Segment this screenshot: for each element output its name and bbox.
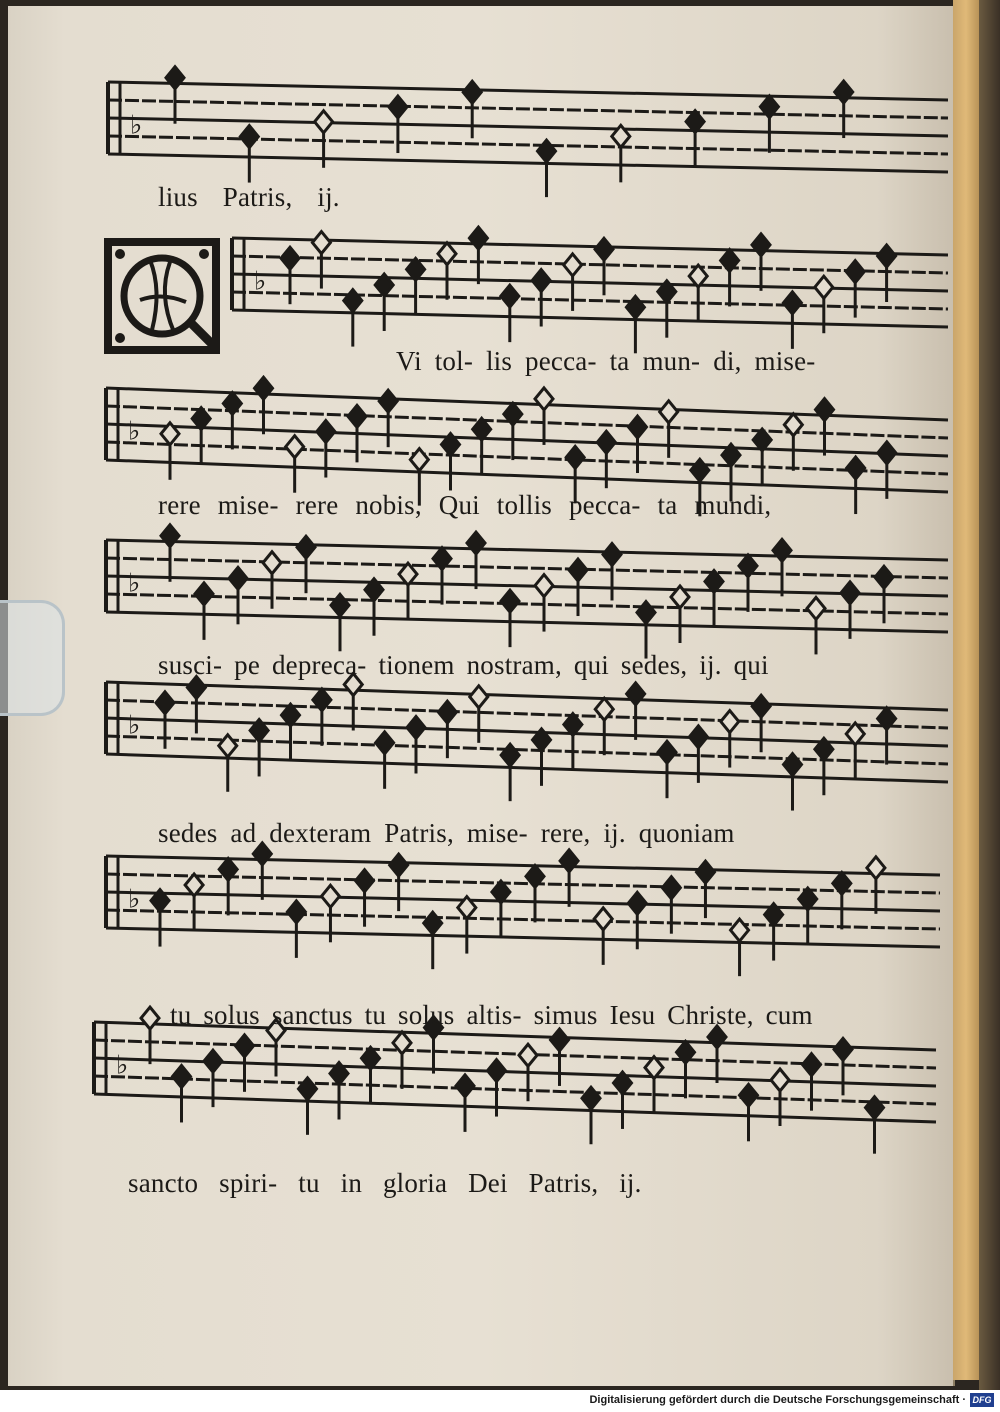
svg-text:♭: ♭ — [128, 710, 141, 741]
svg-text:♭: ♭ — [128, 416, 141, 447]
svg-text:♭: ♭ — [254, 266, 267, 297]
footer-bar — [0, 1390, 1000, 1412]
svg-text:♭: ♭ — [128, 884, 141, 915]
lyric-line-6: tu solus sanctus tu solus altis- simus Iesu Christe, cum — [170, 1000, 813, 1030]
lyric-line-4: susci- pe depreca- tionem nostram, qui sedes, ij. qui — [158, 650, 769, 680]
lyric-line-5: sedes ad dexteram Patris, mise- rere, ij. quoniam — [158, 818, 735, 848]
svg-text:♭: ♭ — [130, 110, 143, 141]
lyric-line-7: sancto spiri- tu in gloria Dei Patris, ij. — [128, 1168, 642, 1198]
svg-text:♭: ♭ — [116, 1050, 129, 1081]
footer-credit: Digitalisierung gefördert durch die Deutsche Forschungsgemeinschaft · — [589, 1394, 966, 1406]
lyric-line-2: Vi tol- lis pecca- ta mun- di, mise- — [396, 346, 816, 376]
book-binding-shadow — [979, 0, 1000, 1390]
lyric-line-1: lius Patris, ij. — [158, 182, 340, 212]
lyric-line-3: rere mise- rere nobis, Qui tollis pecca- ta mundi, — [158, 490, 772, 520]
dfg-logo: DFG — [970, 1393, 994, 1407]
decorated-initial — [104, 238, 220, 354]
svg-text:♭: ♭ — [128, 568, 141, 599]
